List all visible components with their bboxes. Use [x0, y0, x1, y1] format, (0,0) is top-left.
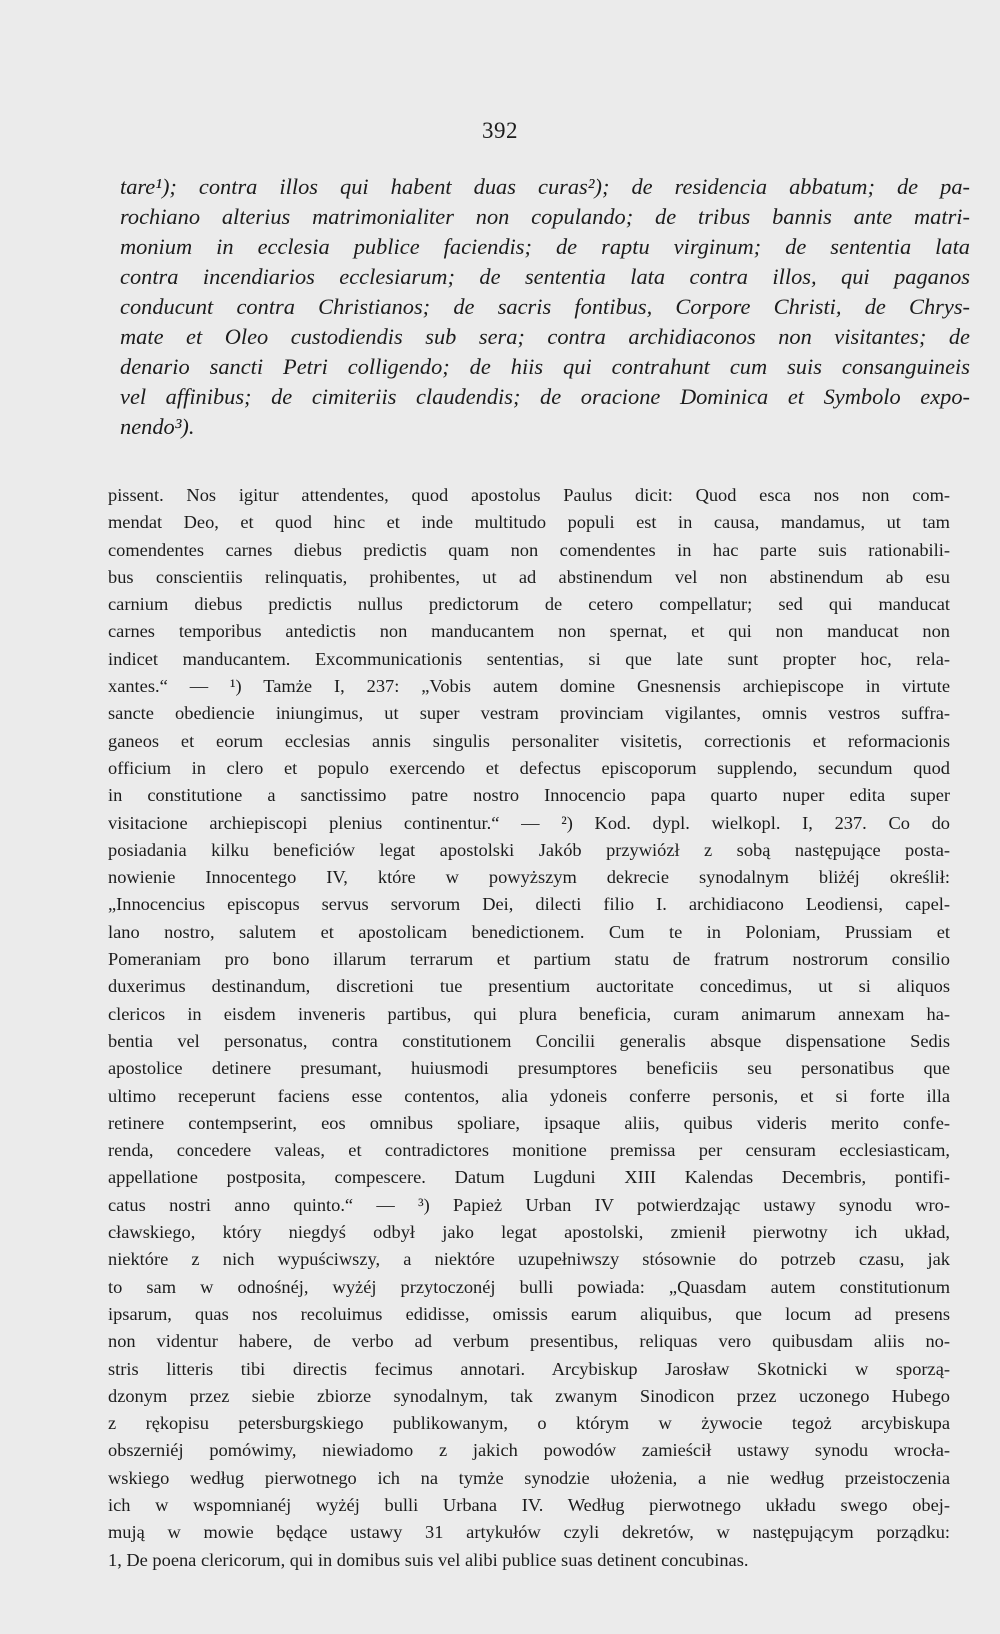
main-text-line: conducunt contra Christianos; de sacris fontibus, Corpore Christi, de Chrys-	[120, 294, 970, 319]
footnote-line: indicet manducantem. Excommunicationis sententias, si que late sunt propter hoc, rela-	[108, 648, 950, 669]
footnote-line: carnium diebus predictis nullus predictorum de cetero compellatur; sed qui manducat	[108, 594, 950, 615]
footnote-line: non videntur habere, de verbo ad verbum presentibus, reliquas vero quibusdam aliis no-	[108, 1331, 950, 1352]
footnote-line: carnes temporibus antedictis non manducantem non spernat, et qui non manducat non	[108, 621, 950, 642]
main-text-line: tare¹); contra illos qui habent duas curas²); de residencia abbatum; de pa-	[120, 174, 970, 199]
footnote-line: ich w wspomnianéj wyżéj bulli Urbana IV. Według pierwotnego układu swego obej-	[108, 1494, 950, 1515]
footnote-line: nowienie Innocentego IV, które w powyższym dekrecie synodalnym bliżéj określił:	[108, 867, 950, 888]
footnote-line: cławskiego, który niegdyś odbył jako legat apostolski, zmienił pierwotny ich układ,	[108, 1222, 950, 1243]
footnote-line: in constitutione a sanctissimo patre nostro Innocencio papa quarto nuper edita super	[108, 785, 950, 806]
footnote-line: appellatione postposita, compescere. Datum Lugduni XIII Kalendas Decembris, pontifi-	[108, 1167, 950, 1188]
footnote-line: to sam w odnośnéj, wyżéj przytoczonéj bulli powiada: „Quasdam autem constitutionum	[108, 1276, 950, 1297]
footnote-line: visitacione archiepiscopi plenius continentur.“ — ²) Kod. dypl. wielkopl. I, 237. Co do	[108, 812, 950, 833]
footnote-line: lano nostro, salutem et apostolicam benedictionem. Cum te in Poloniam, Prussiam et	[108, 921, 950, 942]
footnote-line: „Innocencius episcopus servus servorum Dei, dilecti filio I. archidiacono Leodiensi, capel-	[108, 894, 950, 915]
footnote-line: z rękopisu petersburgskiego publikowanym, o którym w żywocie tegoż arcybiskupa	[108, 1413, 950, 1434]
footnote-line: niektóre z nich wypuściwszy, a niektóre uzupełniwszy stósownie do potrzeb czasu, jak	[108, 1249, 950, 1270]
footnote-line: obszerniéj pomówimy, niewiadomo z jakich powodów zamieścił ustawy synodu wrocła-	[108, 1440, 950, 1461]
footnote-line: comendentes carnes diebus predictis quam non comendentes in hac parte suis rationabili-	[108, 539, 950, 560]
footnote-line: duxerimus destinandum, discretioni tue presentium auctoritate concedimus, ut si aliquos	[108, 976, 950, 997]
footnote-line: xantes.“ — ¹) Tamże I, 237: „Vobis autem domine Gnesnensis archiepiscope in virtute	[108, 676, 950, 697]
footnotes-block	[108, 482, 950, 1574]
footnote-line: mują w mowie będące ustawy 31 artykułów czyli dekretów, w następującym porządku:	[108, 1522, 950, 1543]
footnote-line: dzonym przez siebie zbiorze synodalnym, tak zwanym Sinodicon przez uczonego Hubego	[108, 1385, 950, 1406]
main-text-line: denario sancti Petri colligendo; de hiis qui contrahunt cum suis consanguineis	[120, 354, 970, 379]
footnote-line: ipsarum, quas nos recoluimus edidisse, omissis earum aliquibus, que locum ad presens	[108, 1303, 950, 1324]
footnote-line: Pomeraniam pro bono illarum terrarum et partium statu de fratrum nostrorum consilio	[108, 949, 950, 970]
footnote-line: stris litteris tibi directis fecimus annotari. Arcybiskup Jarosław Skotnicki w sporzą-	[108, 1358, 950, 1379]
page-number: 392	[482, 118, 518, 143]
footnote-line: catus nostri anno quinto.“ — ³) Papież Urban IV potwierdzając ustawy synodu wro-	[108, 1194, 950, 1215]
footnote-line: pissent. Nos igitur attendentes, quod apostolus Paulus dicit: Quod esca nos non com-	[108, 485, 950, 505]
footnote-line: apostolice detinere presumant, huiusmodi presumptores beneficiis seu personatibus que	[108, 1058, 950, 1079]
footnote-line: bus conscientiis relinquatis, prohibentes, ut ad abstinendum vel non abstinendum ab esu	[108, 566, 950, 587]
main-text-line: mate et Oleo custodiendis sub sera; contra archidiaconos non visitantes; de	[120, 324, 970, 349]
footnote-line: mendat Deo, et quod hinc et inde multitudo populi est in causa, mandamus, ut tam	[108, 512, 950, 533]
main-text-line: rochiano alterius matrimonialiter non copulando; de tribus bannis ante matri-	[120, 204, 970, 229]
footnote-line: sancte obediencie iniungimus, ut super vestram provinciam vigilantes, omnis vestros suffra-	[108, 703, 950, 724]
footnote-line: ultimo receperunt faciens esse contentos, alia ydoneis conferre personis, et si forte illa	[108, 1085, 950, 1106]
footnote-line: clericos in eisdem inveneris partibus, qui plura beneficia, curam animarum annexam ha-	[108, 1003, 950, 1024]
footnote-line: renda, concedere valeas, et contradictores monitione premissa per censuram ecclesiasticam,	[108, 1140, 950, 1161]
main-text-line: vel affinibus; de cimiteriis claudendis; de oracione Dominica et Symbolo expo-	[120, 384, 970, 409]
footnote-line: bentia vel personatus, contra constitutionem Concilii generalis absque dispensatione Sedis	[108, 1030, 950, 1051]
main-text-line: nendo³).	[120, 414, 195, 439]
footnote-line: retinere contempserint, eos omnibus spoliare, ipsaque aliis, quibus videris merito confe-	[108, 1112, 950, 1133]
footnote-line: wskiego według pierwotnego ich na tymże synodzie ułożenia, a nie według przeistoczenia	[108, 1467, 950, 1488]
main-text-line: monium in ecclesia publice faciendis; de raptu virginum; de sententia lata	[120, 234, 970, 259]
footnote-line: officium in clero et populo exercendo et defectus episcoporum supplendo, secundum quod	[108, 757, 950, 778]
main-text-line: contra incendiarios ecclesiarum; de sententia lata contra illos, qui paganos	[120, 264, 970, 289]
footnote-line: posiadania kilku beneficiów legat apostolski Jakób przywiózł z sobą następujące posta-	[108, 839, 950, 860]
footnote-line: ganeos et eorum ecclesias annis singulis personaliter visitetis, correctionis et reformacionis	[108, 730, 950, 751]
footnote-line: 1, De poena clericorum, qui in domibus suis vel alibi publice suas detinent concubinas.	[108, 1549, 749, 1570]
main-text-block	[120, 172, 970, 442]
